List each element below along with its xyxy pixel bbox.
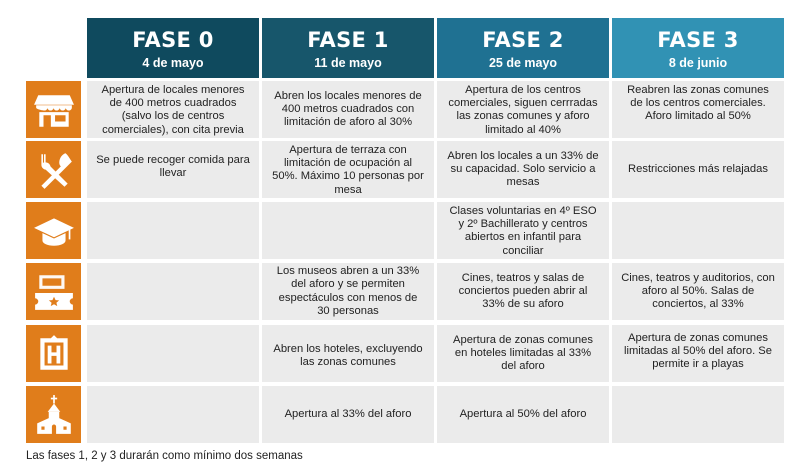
phase-title: FASE 3 [657,28,739,52]
row-education-fase2: Clases voluntarias en 4º ESO y 2º Bachillerato y centros abiertos en infantil para conciliar [437,202,609,259]
row-education-fase3 [612,202,784,259]
row-food-fase1: Apertura de terraza con limitación de ocupación al 50%. Máximo 10 personas por mesa [262,141,434,198]
row-hotels-fase2: Apertura de zonas comunes en hoteles limitadas al 33% del aforo [437,325,609,382]
phase-date: 4 de mayo [142,56,204,70]
row-culture-fase2: Cines, teatros y salas de conciertos pueden abrir al 33% de su aforo [437,263,609,320]
row-worship-fase3 [612,386,784,443]
phase-date: 8 de junio [668,56,728,70]
row-education-fase0 [87,202,259,259]
phase-title: FASE 2 [482,28,564,52]
phase-date: 25 de mayo [488,56,558,70]
fork-knife-icon [26,141,81,198]
row-food-fase0: Se puede recoger comida para llevar [87,141,259,198]
phase-title: FASE 1 [307,28,389,52]
church-icon [26,386,81,443]
row-commerce-fase1: Abren los locales menores de 400 metros cuadrados con limitación de aforo al 30% [262,81,434,138]
row-education-fase1 [262,202,434,259]
row-commerce-fase0: Apertura de locales menores de 400 metros cuadrados (salvo los de centros comerciales), con cita previa [87,81,259,138]
row-food-fase2: Abren los locales a un 33% de su capacidad. Solo servicio a mesas [437,141,609,198]
row-worship-fase1: Apertura al 33% del aforo [262,386,434,443]
footnote: Las fases 1, 2 y 3 durarán como mínimo dos semanas [26,450,303,462]
store-icon [26,81,81,138]
hotel-icon [26,325,81,382]
phase-3-header [612,18,784,78]
phase-2-header [437,18,609,78]
row-commerce-fase2: Apertura de los centros comerciales, siguen cerrradas las zonas comunes y aforo limitado al 40% [437,81,609,138]
graduation-cap-icon [26,202,81,259]
row-hotels-fase1: Abren los hoteles, excluyendo las zonas comunes [262,325,434,382]
row-worship-fase0 [87,386,259,443]
phase-date: 11 de mayo [314,56,382,70]
row-hotels-fase0 [87,325,259,382]
row-culture-fase0 [87,263,259,320]
phase-1-header [262,18,434,78]
phase-title: FASE 0 [132,28,214,52]
phase-0-header [87,18,259,78]
row-hotels-fase3: Apertura de zonas comunes limitadas al 50% del aforo. Se permite ir a playas [612,325,784,382]
row-culture-fase1: Los museos abren a un 33% del aforo y se permiten espectáculos con menos de 30 personas [262,263,434,320]
row-commerce-fase3: Reabren las zonas comunes de los centros comerciales. Aforo limitado al 50% [612,81,784,138]
ticket-icon [26,263,81,320]
row-worship-fase2: Apertura al 50% del aforo [437,386,609,443]
row-food-fase3: Restricciones más relajadas [612,141,784,198]
row-culture-fase3: Cines, teatros y auditorios, con aforo al 50%. Salas de conciertos, al 33% [612,263,784,320]
